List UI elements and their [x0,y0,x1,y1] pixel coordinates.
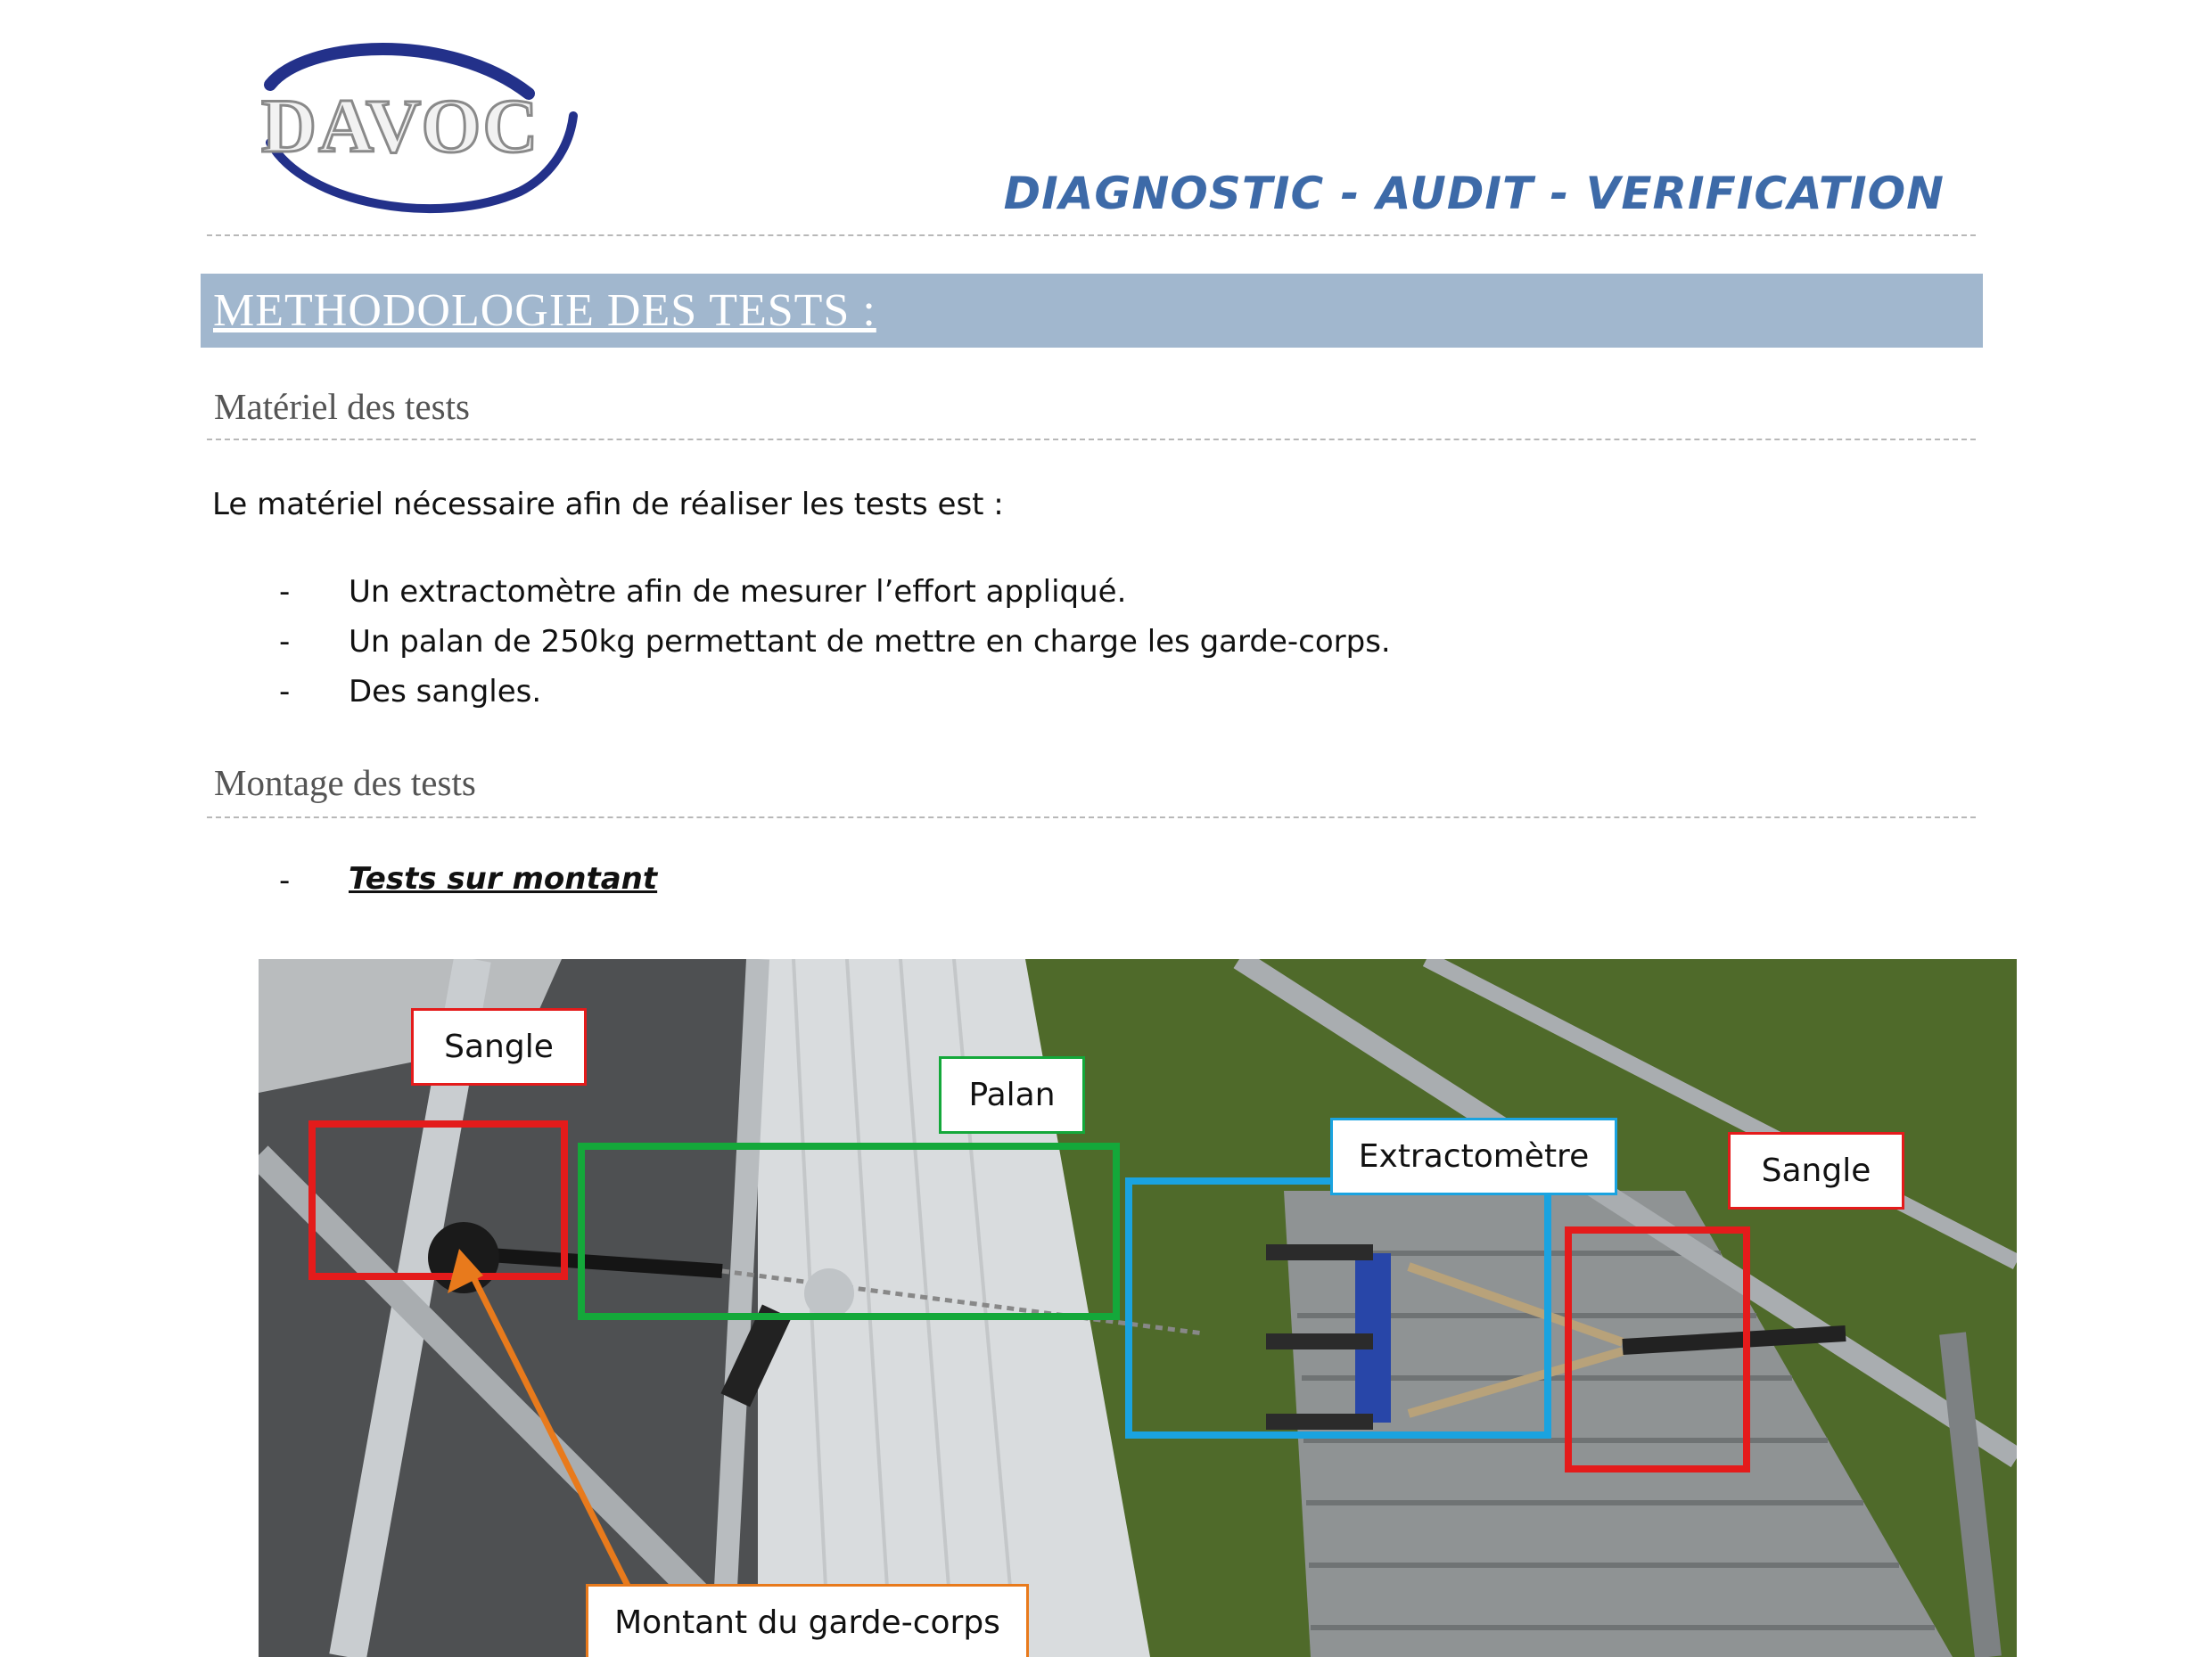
sangle-left-label: Sangle [411,1008,587,1086]
davoc-logo [252,31,591,227]
bullet-dash: - [279,863,291,898]
bullet-dash: - [279,674,291,710]
logo-text: DAVOC [261,83,540,168]
extractometre-label: Extractomètre [1330,1118,1617,1195]
header-tagline: DIAGNOSTIC - AUDIT - VERIFICATION [1003,168,1945,219]
montage-heading: Montage des tests [214,762,476,803]
materiel-divider [207,439,1976,440]
bullet-dash: - [279,574,291,610]
sangle-right-label: Sangle [1728,1132,1904,1210]
list-item: Un extractomètre afin de mesurer l’effort appliqué. [349,574,1127,610]
section-banner [201,274,1983,348]
test-setup-photo [259,959,2017,1657]
tests-sur-montant-heading: Tests sur montant [349,861,658,897]
materiel-heading: Matériel des tests [214,386,470,427]
list-item: Des sangles. [349,674,542,710]
materiel-intro: Le matériel nécessaire afin de réaliser les tests est : [212,487,1004,522]
list-item: Un palan de 250kg permettant de mettre en charge les garde-corps. [349,624,1391,660]
montage-divider [207,816,1976,818]
bullet-dash: - [279,624,291,660]
logo-graphic [252,31,591,227]
section-title: METHODOLOGIE DES TESTS : [213,285,876,336]
montant-label: Montant du garde-corps [586,1584,1029,1657]
palan-label: Palan [939,1056,1085,1134]
header-divider [207,234,1976,236]
